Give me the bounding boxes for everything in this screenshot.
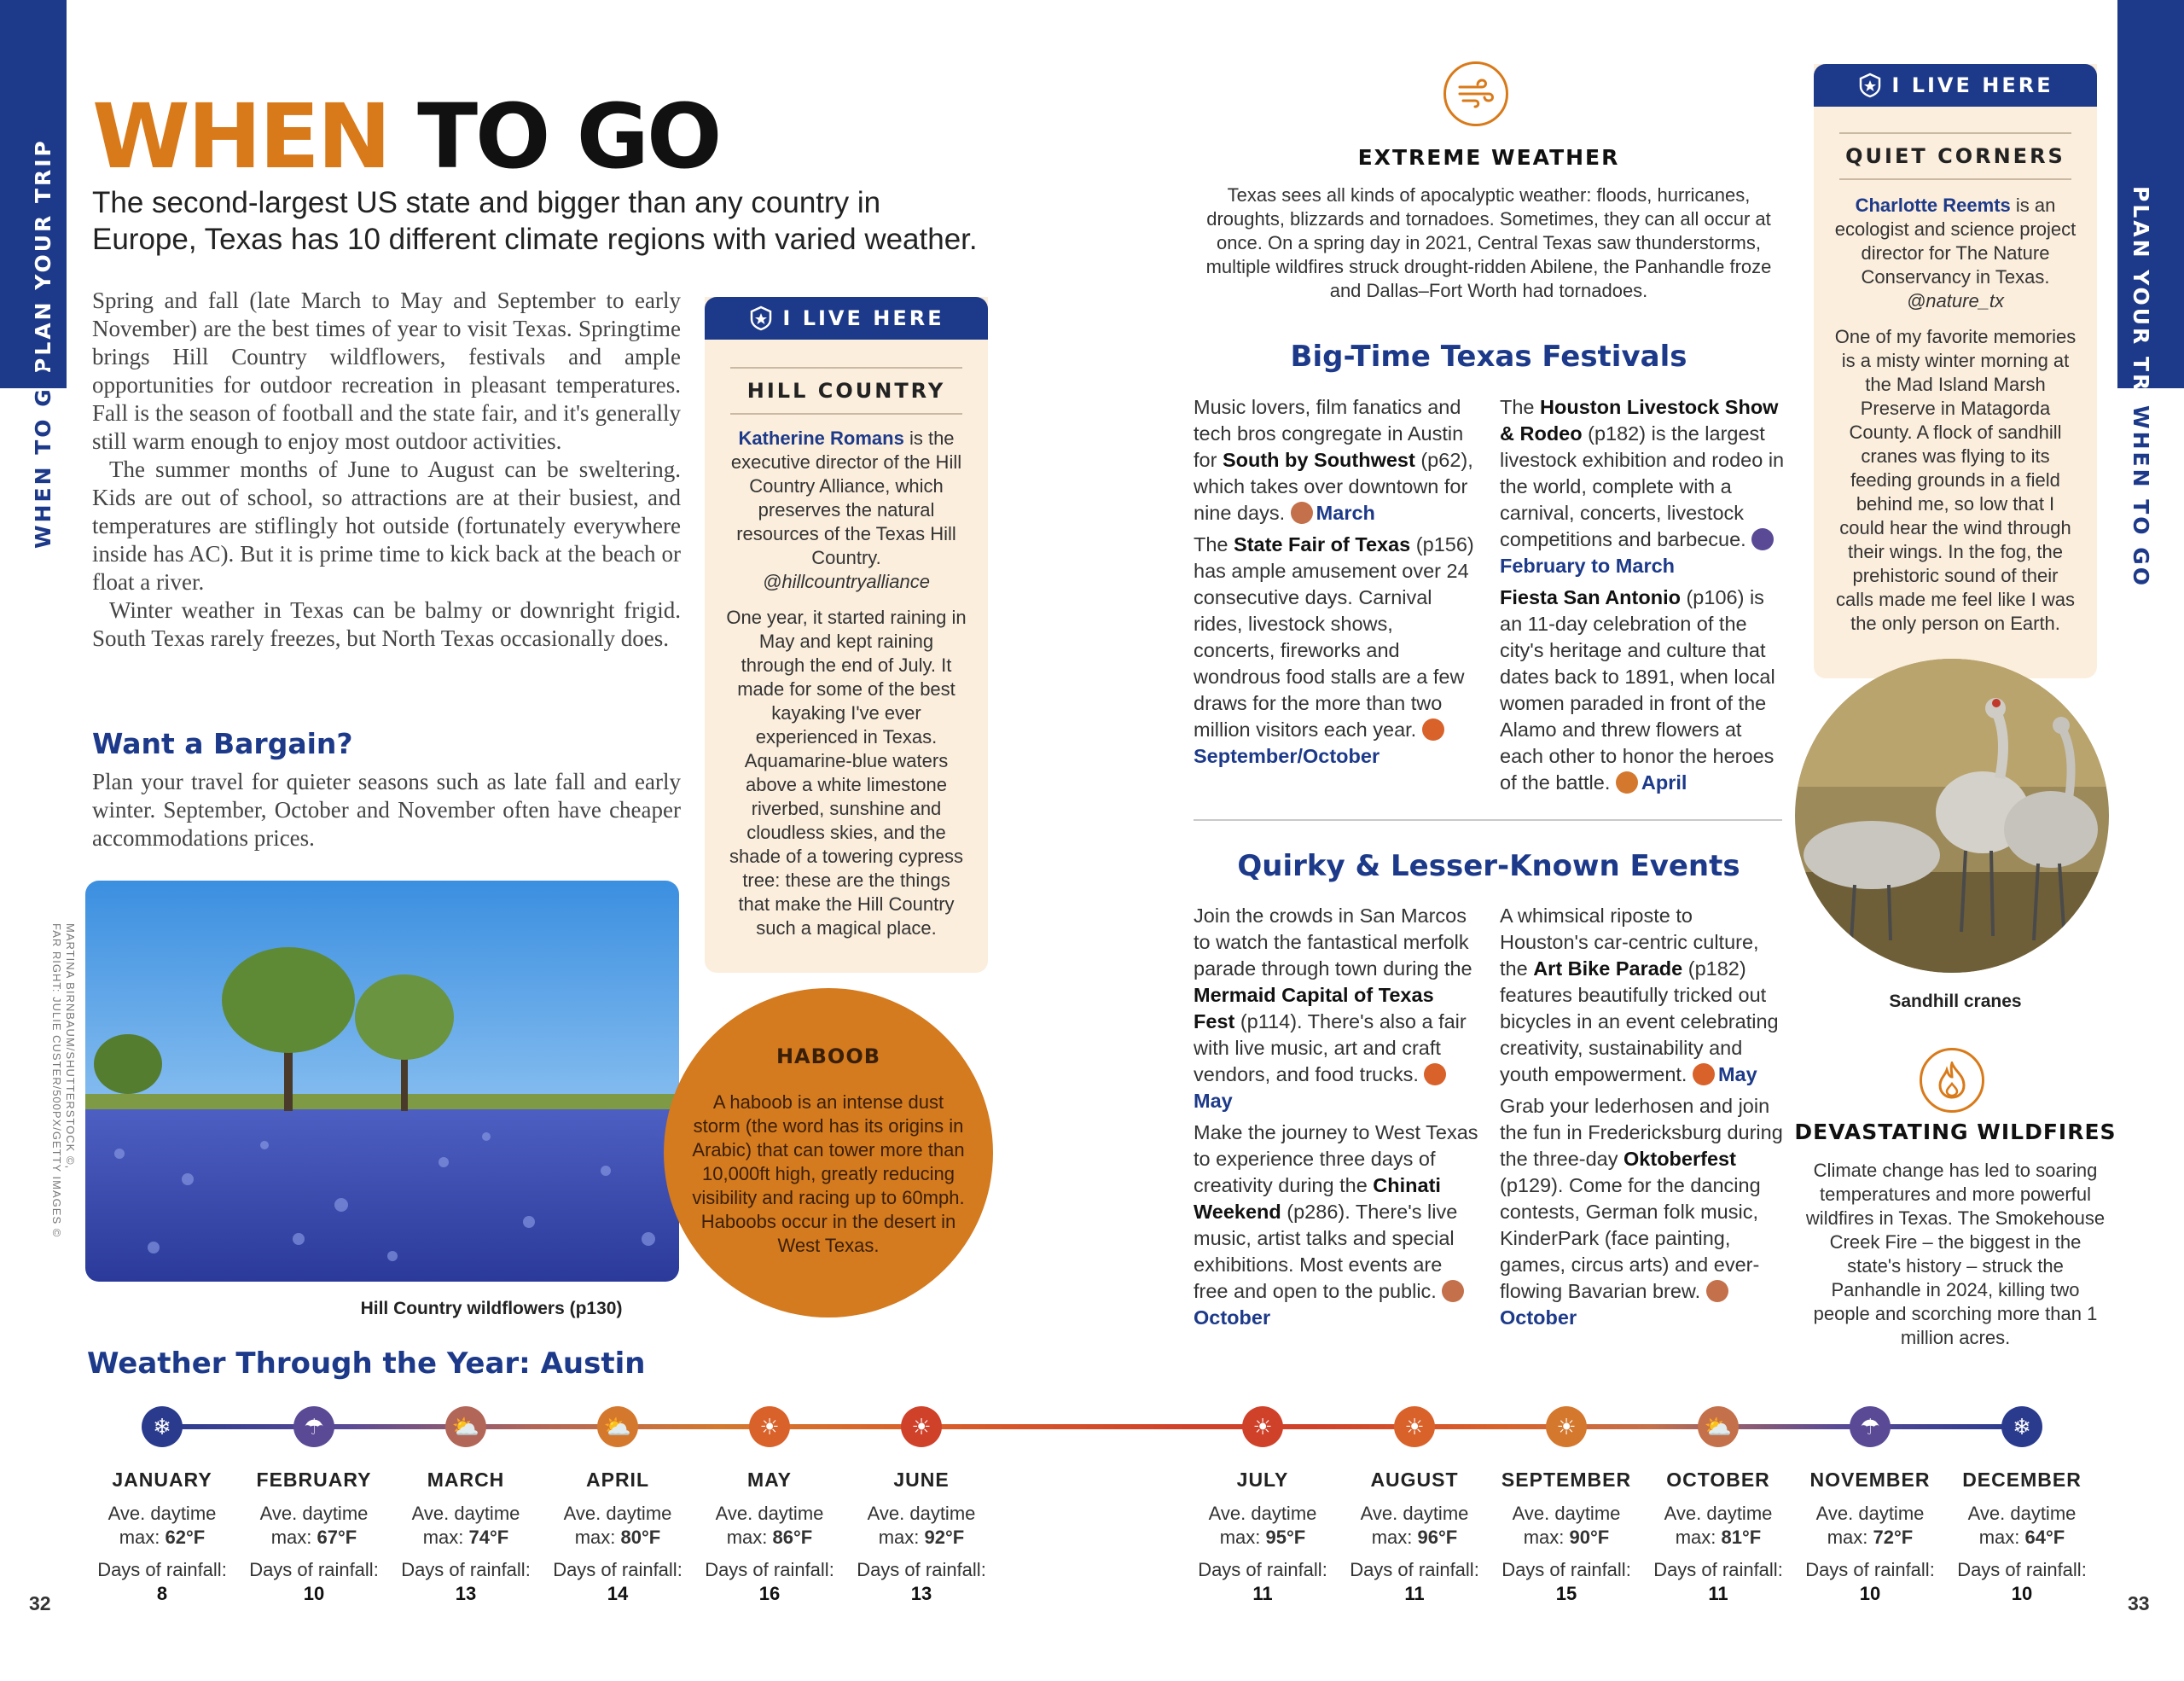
festival-month: April [1641, 771, 1687, 794]
weather-month [1949, 1468, 2094, 1606]
temp-line [1949, 1526, 2094, 1550]
live-here-hill-country [705, 297, 988, 973]
sun-cloud-icon [1616, 771, 1638, 794]
temp-value: 67°F [317, 1527, 357, 1548]
temp-line [1190, 1526, 1335, 1550]
sandhill-cranes-photo [1795, 659, 2109, 973]
festivals-col-2 [1500, 394, 1786, 796]
weather-timeline-line [162, 1424, 2022, 1429]
side-label-plan-right: PLAN YOUR TRIP [2129, 186, 2153, 422]
festival-name: State Fair of Texas [1234, 533, 1411, 555]
rain-value: 11 [1252, 1583, 1273, 1604]
quirky-col-2 [1500, 903, 1786, 1331]
month-name: JUNE [893, 1469, 950, 1491]
rain-value: 13 [455, 1583, 477, 1604]
max-label: max: [1371, 1527, 1418, 1548]
max-label: max: [574, 1527, 621, 1548]
live-here-bio [1834, 194, 2077, 313]
festival-state-fair: The State Fair of Texas (p156) has ample amusement over 24 consecutive days. Carnival rides, livestock shows, concerts, fireworks and wondrous food stalls are a few draws for the more than two million visitors each year. September/October [1194, 533, 1474, 767]
rain-value: 10 [2011, 1583, 2033, 1604]
rain-value: 13 [910, 1583, 932, 1604]
temp-label: Ave. daytime [867, 1503, 976, 1524]
month-name: OCTOBER [1666, 1469, 1770, 1491]
rain-cloud-icon: ☂ [293, 1406, 334, 1447]
weather-month [849, 1468, 994, 1606]
weather-month [1646, 1468, 1791, 1606]
festivals-heading: Big-Time Texas Festivals [1290, 340, 1687, 374]
temp-label: Ave. daytime [1360, 1503, 1469, 1524]
live-here-header [1814, 64, 2097, 107]
weather-month [393, 1468, 538, 1606]
rain-value: 8 [156, 1583, 168, 1604]
temp-label: Ave. daytime [1967, 1503, 2077, 1524]
sun-cloud-icon: ⛅ [445, 1406, 486, 1447]
festival-month: March [1316, 502, 1375, 524]
temp-line [1342, 1526, 1487, 1550]
sun-icon: ☀ [901, 1406, 942, 1447]
quirky-col-1 [1194, 903, 1479, 1331]
haboob-circle [664, 988, 993, 1317]
rain-label: Days of rainfall: [1198, 1559, 1327, 1580]
rain-value: 10 [303, 1583, 325, 1604]
max-label: max: [270, 1527, 317, 1548]
festival-fiesta: Fiesta San Antonio (p106) is an 11-day celebration of the city's heritage and culture that dates back to 1891, when local women paraded in front of the Alamo and threw flowers at each other to honor the heroes of the battle. April [1500, 586, 1775, 794]
wildflowers-photo [85, 881, 679, 1282]
rain-label: Days of rainfall: [1957, 1559, 2087, 1580]
sun-cloud-icon [1291, 502, 1313, 524]
temp-value: 86°F [772, 1527, 813, 1548]
wildfires-title: DEVASTATING WILDFIRES [1794, 1120, 2117, 1144]
weather-month [1798, 1468, 1943, 1606]
month-name: FEBRUARY [256, 1469, 372, 1491]
weather-month [545, 1468, 690, 1606]
haboob-text: A haboob is an intense dust storm (the word has its origins in Arabic) that can tower more than 10,000ft high, greatly reducing visibility and racing up to 60mph. Haboobs occur in the desert in West Texas. [692, 1091, 965, 1256]
festival-rodeo: The Houston Livestock Show & Rodeo (p182) is the largest livestock exhibition and rodeo in the world, complete with a carnival, concerts, livestock competitions and barbecue. February to March [1500, 396, 1785, 577]
extreme-weather-title: EXTREME WEATHER [1357, 145, 1620, 170]
festival-name: Houston Livestock Show & Rodeo [1500, 396, 1779, 445]
contributor-bio: is an ecologist and science project director for The Nature Conservancy in Texas. [1834, 195, 2077, 288]
temp-line [1646, 1526, 1791, 1550]
sun-cloud-icon: ⛅ [1698, 1406, 1739, 1447]
month-name: APRIL [586, 1469, 649, 1491]
festival-name: Fiesta San Antonio [1500, 586, 1681, 608]
live-here-quote: One of my favorite memories is a misty winter morning at the Mad Island Marsh Preserve in Matagorda County. A flock of sandhill cranes was flying to its feeding grounds in a field behind me, so low that I could hear the wind through their wings. In the fog, the prehistoric sound of their calls made me feel like I was the only person on Earth. [1834, 326, 2077, 634]
snowflake-icon: ❄ [142, 1406, 183, 1447]
contributor-handle: @hillcountryalliance [763, 571, 930, 592]
rain-value: 14 [607, 1583, 629, 1604]
sun-cloud-icon [1706, 1280, 1728, 1302]
sun-icon [1422, 718, 1444, 741]
rain-label: Days of rainfall: [97, 1559, 227, 1580]
max-label: max: [119, 1527, 166, 1548]
month-name: MAY [747, 1469, 792, 1491]
quirky-heading: Quirky & Lesser-Known Events [1237, 849, 1740, 883]
rain-value: 11 [1404, 1583, 1425, 1604]
festival-month: February to March [1500, 555, 1676, 577]
page-title [92, 84, 720, 189]
photo-credit-line: MARTINA BIRNBAUM/SHUTTERSTOCK ©, [64, 923, 77, 1170]
rain-label: Days of rainfall: [705, 1559, 834, 1580]
month-name: AUGUST [1370, 1469, 1459, 1491]
rain-label: Days of rainfall: [1350, 1559, 1479, 1580]
intro-text: The second-largest US state and bigger than any country in Europe, Texas has 10 different climate regions with varied weather. [92, 186, 978, 256]
snowflake-icon: ❄ [2001, 1406, 2042, 1447]
live-here-label: I LIVE HERE [1891, 73, 2053, 97]
temp-label: Ave. daytime [1512, 1503, 1621, 1524]
festivals-col-1 [1194, 394, 1479, 770]
temp-value: 72°F [1873, 1527, 1914, 1548]
side-label-when-left: WHEN TO GO [31, 366, 55, 549]
max-label: max: [422, 1527, 469, 1548]
festival-month: September/October [1194, 745, 1380, 767]
temp-line [1494, 1526, 1639, 1550]
live-here-quote: One year, it started raining in May and kept raining through the end of July. It made for some of the best kayaking I've ever experienced in Texas. Aquamarine-blue waters above a white limestone riverbed, sunshine and cloudless skies, and the shade of a towering cypress tree: these are the things that make the Hill Country such a magical place. [726, 607, 967, 939]
bargain-text: Plan your travel for quieter seasons such as late fall and early winter. September, October and November often have cheaper accommodations prices. [92, 769, 681, 851]
title-when: WHEN [92, 84, 389, 189]
rain-value: 11 [1708, 1583, 1728, 1604]
max-label: max: [726, 1527, 773, 1548]
temp-value: 92°F [924, 1527, 965, 1548]
contributor-name: Charlotte Reemts [1855, 195, 2011, 216]
temp-label: Ave. daytime [259, 1503, 369, 1524]
festival-sxsw: Music lovers, film fanatics and tech bros congregate in Austin for South by Southwest (p62), which takes over downtown for nine days. March [1194, 396, 1473, 524]
rain-label: Days of rainfall: [857, 1559, 986, 1580]
month-name: DECEMBER [1962, 1469, 2082, 1491]
temp-label: Ave. daytime [1815, 1503, 1925, 1524]
event-art-bike: A whimsical riposte to Houston's car-centric culture, the Art Bike Parade (p182) features beautifully tricked out bicycles in an event celebrating creativity, sustainability and youth empowerment. May [1500, 904, 1779, 1085]
body-text [92, 287, 681, 653]
live-here-header [705, 297, 988, 340]
rain-value: 16 [758, 1583, 781, 1604]
weather-month [1342, 1468, 1487, 1606]
rain-value: 10 [1859, 1583, 1881, 1604]
rain-cloud-icon [1751, 528, 1774, 550]
wildfires-text: Climate change has led to soaring temperatures and more powerful wildfires in Texas. The Smokehouse Creek Fire – the biggest in the state's history – struck the Panhandle in 2024, killing two people and scorching more than 1 million acres. [1805, 1160, 2106, 1348]
fire-icon [1920, 1048, 1984, 1113]
temp-label: Ave. daytime [563, 1503, 672, 1524]
month-name: MARCH [427, 1469, 505, 1491]
month-name: NOVEMBER [1809, 1469, 1931, 1491]
title-to-go: TO GO [417, 84, 720, 189]
sun-icon: ☀ [1546, 1406, 1587, 1447]
temp-line [849, 1526, 994, 1550]
temp-value: 90°F [1569, 1527, 1610, 1548]
temp-value: 62°F [165, 1527, 206, 1548]
festival-name: South by Southwest [1222, 449, 1415, 471]
extreme-weather-text: Texas sees all kinds of apocalyptic weather: floods, hurricanes, droughts, blizzards and tornadoes. Sometimes, they can all occur at once. On a spring day in 2021, Central Texas saw thunderstorms, multiple wildfires struck drought-ridden Abilene, the Panhandle froze and Dallas–Fort Worth had tornadoes. [1205, 184, 1772, 301]
live-here-subtitle: HILL COUNTRY [730, 367, 962, 415]
badge-icon [748, 305, 774, 331]
temp-line [241, 1526, 386, 1550]
temp-label: Ave. daytime [411, 1503, 520, 1524]
haboob-title: HABOOB [775, 1044, 881, 1068]
sun-icon: ☀ [1242, 1406, 1283, 1447]
event-name: Oktoberfest [1623, 1148, 1736, 1170]
month-name: JANUARY [112, 1469, 212, 1491]
page-number-left: 32 [29, 1592, 51, 1614]
temp-line [545, 1526, 690, 1550]
event-name: Art Bike Parade [1533, 957, 1683, 980]
temp-value: 74°F [468, 1527, 509, 1548]
temp-label: Ave. daytime [107, 1503, 217, 1524]
contributor-handle: @nature_tx [1906, 290, 2005, 311]
bargain-heading: Want a Bargain? [92, 727, 353, 760]
weather-month [697, 1468, 842, 1606]
max-label: max: [1827, 1527, 1873, 1548]
weather-month [241, 1468, 386, 1606]
badge-icon [1857, 73, 1883, 98]
rain-label: Days of rainfall: [1653, 1559, 1783, 1580]
event-mermaid: Join the crowds in San Marcos to watch the fantastical merfolk parade through town during the Mermaid Capital of Texas Fest (p114). There's also a fair with live music, art and craft vendors, and food trucks. May [1194, 904, 1472, 1112]
rain-cloud-icon: ☂ [1850, 1406, 1891, 1447]
body-paragraph: Winter weather in Texas can be balmy or downright frigid. South Texas rarely freezes, but North Texas occasionally does. [92, 597, 681, 651]
contributor-name: Katherine Romans [738, 428, 904, 449]
rain-label: Days of rainfall: [553, 1559, 682, 1580]
wildflowers-caption: Hill Country wildflowers (p130) [360, 1299, 623, 1318]
live-here-subtitle: QUIET CORNERS [1839, 132, 2071, 180]
sun-cloud-icon [1442, 1280, 1464, 1302]
temp-label: Ave. daytime [1664, 1503, 1773, 1524]
temp-line [393, 1526, 538, 1550]
live-here-label: I LIVE HERE [782, 306, 944, 330]
temp-label: Ave. daytime [715, 1503, 824, 1524]
sun-icon: ☀ [1394, 1406, 1435, 1447]
month-name: SEPTEMBER [1501, 1469, 1632, 1491]
temp-line [90, 1526, 235, 1550]
temp-value: 80°F [620, 1527, 661, 1548]
max-label: max: [1978, 1527, 2025, 1548]
event-name: Mermaid Capital of Texas Fest [1194, 984, 1434, 1032]
event-chinati: Make the journey to West Texas to experience three days of creativity during the Chinati Weekend (p286). There's live music, artist talks and special exhibitions. Most events are free and open to the public. October [1194, 1121, 1478, 1329]
cranes-caption: Sandhill cranes [1889, 992, 2022, 1011]
live-here-quiet-corners [1814, 64, 2097, 678]
temp-line [1798, 1526, 1943, 1550]
event-name: Chinati Weekend [1194, 1174, 1441, 1223]
cranes-illustration [1795, 659, 2109, 973]
event-month: May [1194, 1090, 1233, 1112]
temp-value: 96°F [1417, 1527, 1458, 1548]
max-label: max: [1219, 1527, 1266, 1548]
sun-cloud-icon: ⛅ [597, 1406, 638, 1447]
sun-icon [1424, 1063, 1446, 1085]
sun-icon [1693, 1063, 1715, 1085]
wildflowers-illustration [85, 881, 679, 1282]
photo-credit [49, 923, 77, 1237]
max-label: max: [1523, 1527, 1570, 1548]
sun-icon: ☀ [749, 1406, 790, 1447]
rain-value: 15 [1555, 1583, 1577, 1604]
weather-heading: Weather Through the Year: Austin [87, 1347, 646, 1381]
live-here-bio [725, 427, 967, 594]
contributor-bio: is the executive director of the Hill Country Alliance, which preserves the natural resources of the Texas Hill Country. [730, 428, 962, 568]
temp-line [697, 1526, 842, 1550]
event-month: May [1717, 1063, 1757, 1085]
rain-label: Days of rainfall: [401, 1559, 531, 1580]
body-paragraph: Spring and fall (late March to May and September to early November) are the best times of year to visit Texas. Springtime brings Hill Country wildflowers, festivals and ample opportunities for outdoor recreation in pleasant temperatures. Fall is the season of football and the state fair, and it's generally still warm enough to enjoy most outdoor activities. [92, 288, 681, 454]
side-label-when-right: WHEN TO GO [2129, 405, 2153, 588]
wind-icon [1443, 61, 1508, 126]
temp-value: 81°F [1721, 1527, 1762, 1548]
temp-value: 95°F [1265, 1527, 1306, 1548]
max-label: max: [878, 1527, 925, 1548]
side-label-plan-left: PLAN YOUR TRIP [31, 138, 55, 374]
rain-label: Days of rainfall: [1502, 1559, 1631, 1580]
rain-label: Days of rainfall: [1805, 1559, 1935, 1580]
photo-credit-line: FAR RIGHT: JULIE CUSTER/500PX/GETTY IMAGES © [50, 923, 63, 1238]
weather-month [1190, 1468, 1335, 1606]
page-number-right: 33 [2128, 1592, 2150, 1614]
month-name: JULY [1236, 1469, 1289, 1491]
weather-month [90, 1468, 235, 1606]
temp-label: Ave. daytime [1208, 1503, 1317, 1524]
event-month: October [1194, 1306, 1271, 1329]
body-paragraph: The summer months of June to August can be sweltering. Kids are out of school, so attractions are at their busiest, and temperatures are stiflingly hot outside (fortunately everywhere inside has AC). But it is prime time to kick back at the beach or float a river. [92, 457, 681, 595]
section-divider [1194, 819, 1782, 821]
temp-value: 64°F [2024, 1527, 2065, 1548]
event-month: October [1500, 1306, 1577, 1329]
weather-month [1494, 1468, 1639, 1606]
rain-label: Days of rainfall: [249, 1559, 379, 1580]
event-oktoberfest: Grab your lederhosen and join the fun in Fredericksburg during the three-day Oktoberfest (p129). Come for the dancing contests, German folk music, KinderPark (face painting, games, circus arts) and ever-flowing Bavarian brew. October [1500, 1095, 1783, 1329]
max-label: max: [1675, 1527, 1722, 1548]
